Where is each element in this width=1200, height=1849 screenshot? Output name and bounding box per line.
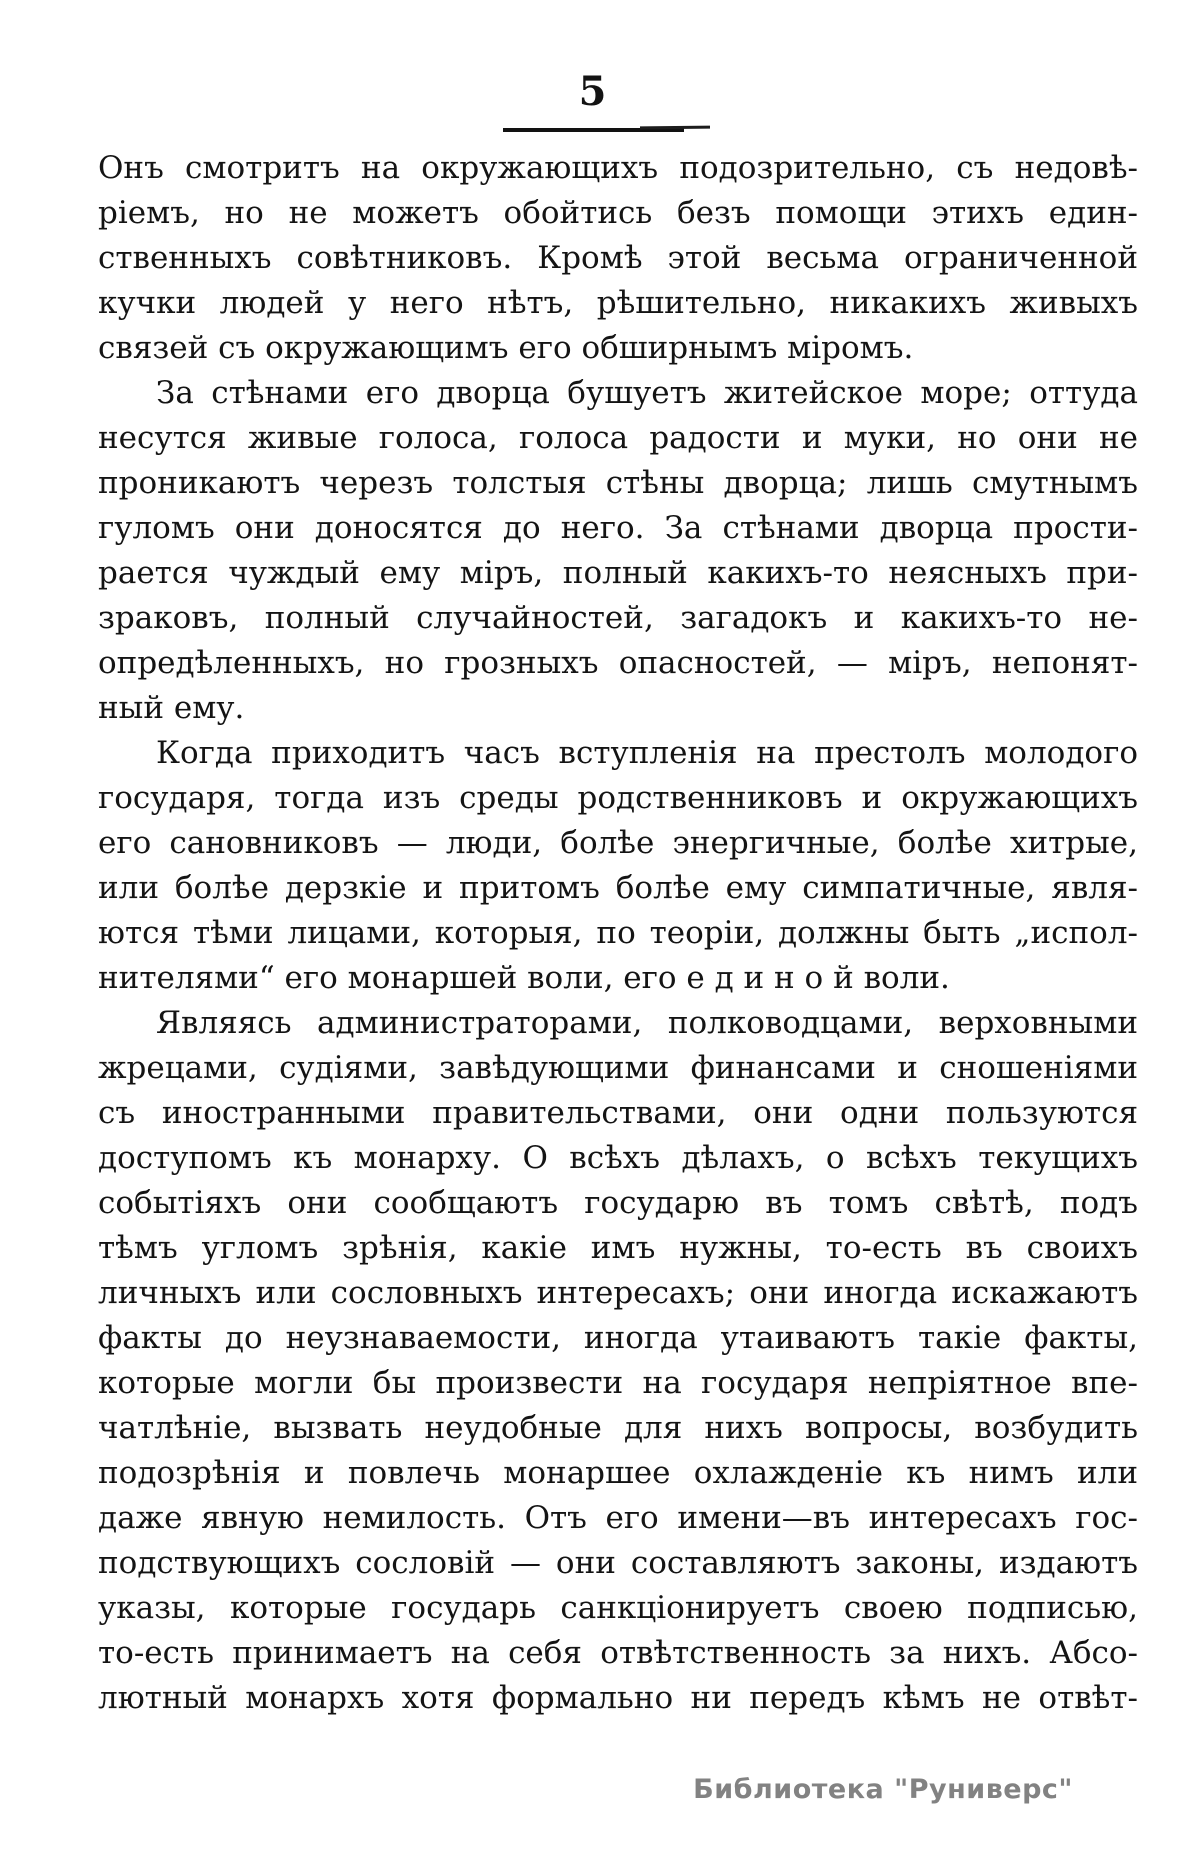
text-line: которые могли бы произвести на государя непріятное впе-: [98, 1365, 1138, 1401]
text-line: Когда приходитъ часъ вступленія на престолъ молодого: [156, 735, 1138, 771]
text-line: ственныхъ совѣтниковъ. Кромѣ этой весьма ограниченной: [98, 240, 1138, 276]
text-line: несутся живые голоса, голоса радости и муки, но они не: [98, 420, 1138, 456]
text-line: нителями“ его монаршей воли, его е д и н о й воли.: [98, 960, 950, 996]
body-text-block: [98, 146, 1138, 1721]
text-line: жрецами, судіями, завѣдующими финансами и сношеніями: [98, 1050, 1138, 1086]
text-line: ный ему.: [98, 690, 245, 726]
text-line: опредѣленныхъ, но грозныхъ опасностей, — міръ, непонят-: [98, 645, 1138, 681]
text-line: подствующихъ сословій — они составляютъ законы, издаютъ: [98, 1545, 1138, 1581]
text-line: связей съ окружающимъ его обширнымъ міромъ.: [98, 330, 914, 366]
text-line: его сановниковъ — люди, болѣе энергичные, болѣе хитрые,: [98, 825, 1138, 861]
text-line: тѣмъ угломъ зрѣнія, какіе имъ нужны, то-есть въ своихъ: [98, 1230, 1138, 1266]
text-line: подозрѣнія и повлечь монаршее охлажденіе къ нимъ или: [98, 1455, 1138, 1491]
text-line: За стѣнами его дворца бушуетъ житейское море; оттуда: [156, 375, 1138, 411]
text-line: личныхъ или сословныхъ интересахъ; они иногда искажаютъ: [98, 1275, 1138, 1311]
text-line: Онъ смотритъ на окружающихъ подозрительно, съ недовѣ-: [98, 150, 1138, 186]
text-line: лютный монархъ хотя формально ни передъ кѣмъ не отвѣт-: [98, 1680, 1138, 1716]
text-line: гуломъ они доносятся до него. За стѣнами дворца прости-: [98, 510, 1138, 546]
library-watermark: Библиотека "Руниверс": [693, 1774, 1073, 1805]
text-line: ются тѣми лицами, которыя, по теоріи, должны быть „испол-: [98, 915, 1138, 951]
text-line: ріемъ, но не можетъ обойтись безъ помощи этихъ един-: [98, 195, 1138, 231]
text-line: Являясь администраторами, полководцами, верховными: [156, 1005, 1138, 1041]
text-line: факты до неузнаваемости, иногда утаиваютъ такіе факты,: [98, 1320, 1138, 1356]
text-line: то-есть принимаетъ на себя отвѣтственность за нихъ. Абсо-: [98, 1635, 1138, 1671]
text-line: государя, тогда изъ среды родственниковъ и окружающихъ: [98, 780, 1138, 816]
text-line: чатлѣніе, вызвать неудобные для нихъ вопросы, возбудить: [98, 1410, 1138, 1446]
text-line: событіяхъ они сообщаютъ государю въ томъ свѣтѣ, подъ: [98, 1185, 1138, 1221]
text-line: рается чуждый ему міръ, полный какихъ-то неясныхъ при-: [98, 555, 1138, 591]
text-line: съ иностранными правительствами, они одни пользуются: [98, 1095, 1138, 1131]
text-line: даже явную немилость. Отъ его имени—въ интересахъ гос-: [98, 1500, 1138, 1536]
text-line: проникаютъ черезъ толстыя стѣны дворца; лишь смутнымъ: [98, 465, 1138, 501]
page-number: 5: [578, 68, 608, 115]
header-rule-dash: [640, 126, 710, 130]
text-line: или болѣе дерзкіе и притомъ болѣе ему симпатичные, явля-: [98, 870, 1138, 906]
text-line: доступомъ къ монарху. О всѣхъ дѣлахъ, о всѣхъ текущихъ: [98, 1140, 1138, 1176]
text-line: кучки людей у него нѣтъ, рѣшительно, никакихъ живыхъ: [98, 285, 1138, 321]
text-line: зраковъ, полный случайностей, загадокъ и какихъ-то не-: [98, 600, 1138, 636]
text-line: указы, которые государь санкціонируетъ своею подписью,: [98, 1590, 1138, 1626]
